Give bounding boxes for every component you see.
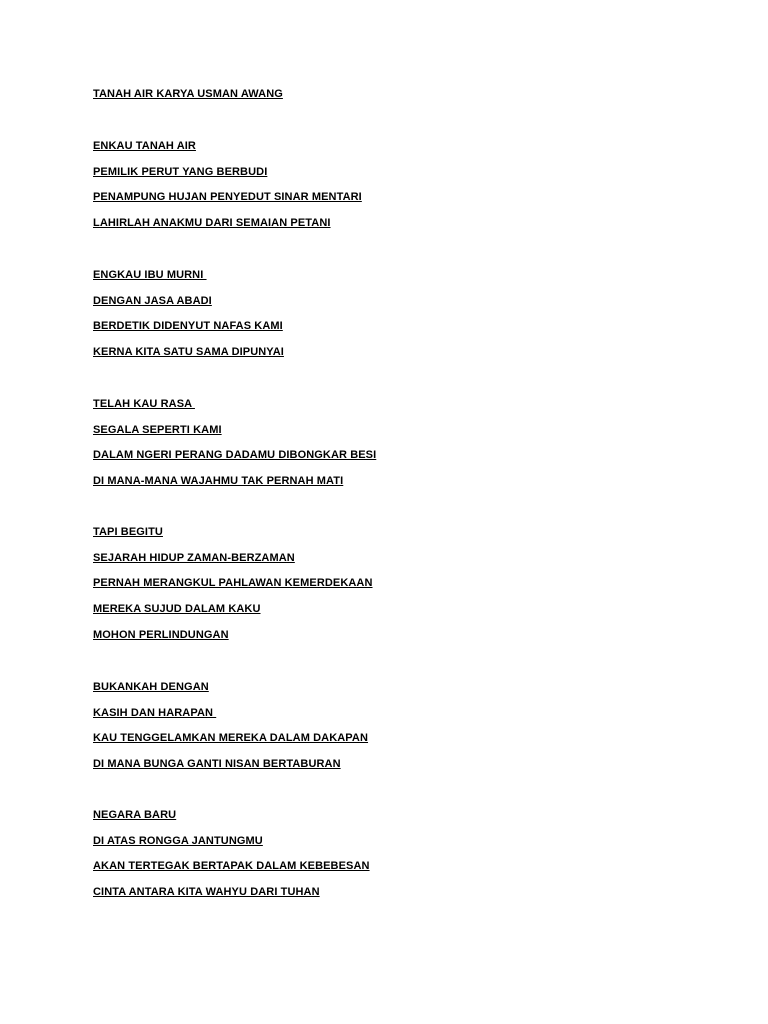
poem-line: BERDETIK DIDENYUT NAFAS KAMI xyxy=(93,320,283,333)
poem-line: DALAM NGERI PERANG DADAMU DIBONGKAR BESI xyxy=(93,449,377,462)
poem-line: DI ATAS RONGGA JANTUNGMU xyxy=(93,834,263,847)
poem-line: KERNA KITA SATU SAMA DIPUNYAI xyxy=(93,346,284,359)
stanza-4 xyxy=(93,525,373,653)
poem-line: SEJARAH HIDUP ZAMAN-BERZAMAN xyxy=(93,551,295,564)
poem-line: AKAN TERTEGAK BERTAPAK DALAM KEBEBESAN xyxy=(93,860,370,873)
poem-line: PEMILIK PERUT YANG BERBUDI xyxy=(93,165,268,178)
poem-line: TAPI BEGITU xyxy=(93,526,163,538)
poem-line: PENAMPUNG HUJAN PENYEDUT SINAR MENTARI xyxy=(93,191,362,204)
poem-line: KAU TENGGELAMKAN MEREKA DALAM DAKAPAN xyxy=(93,732,369,745)
stanza-2 xyxy=(93,268,284,371)
poem-line: SEGALA SEPERTI KAMI xyxy=(93,423,222,436)
poem-line: DI MANA-MANA WAJAHMU TAK PERNAH MATI xyxy=(93,475,344,488)
poem-line: NEGARA BARU xyxy=(93,809,177,821)
stanza-1 xyxy=(93,139,362,242)
poem-line: DENGAN JASA ABADI xyxy=(93,294,212,307)
poem-line: PERNAH MERANGKUL PAHLAWAN KEMERDEKAAN xyxy=(93,577,373,590)
poem-line: MEREKA SUJUD DALAM KAKU xyxy=(93,603,261,616)
poem-title: TANAH AIR KARYA USMAN AWANG xyxy=(93,88,283,100)
stanza-6 xyxy=(93,808,370,911)
poem-line: MOHON PERLINDUNGAN xyxy=(93,628,229,641)
stanza-5 xyxy=(93,680,368,783)
stanza-3 xyxy=(93,397,376,500)
poem-line: TELAH KAU RASA xyxy=(93,398,195,410)
poem-line: DI MANA BUNGA GANTI NISAN BERTABURAN xyxy=(93,758,341,771)
poem-line: BUKANKAH DENGAN xyxy=(93,681,209,693)
poem-line: LAHIRLAH ANAKMU DARI SEMAIAN PETANI xyxy=(93,217,331,230)
poem-line: ENGKAU IBU MURNI xyxy=(93,269,207,281)
poem-line: KASIH DAN HARAPAN xyxy=(93,706,217,719)
poem-line: ENKAU TANAH AIR xyxy=(93,140,196,152)
poem-line: CINTA ANTARA KITA WAHYU DARI TUHAN xyxy=(93,886,320,899)
